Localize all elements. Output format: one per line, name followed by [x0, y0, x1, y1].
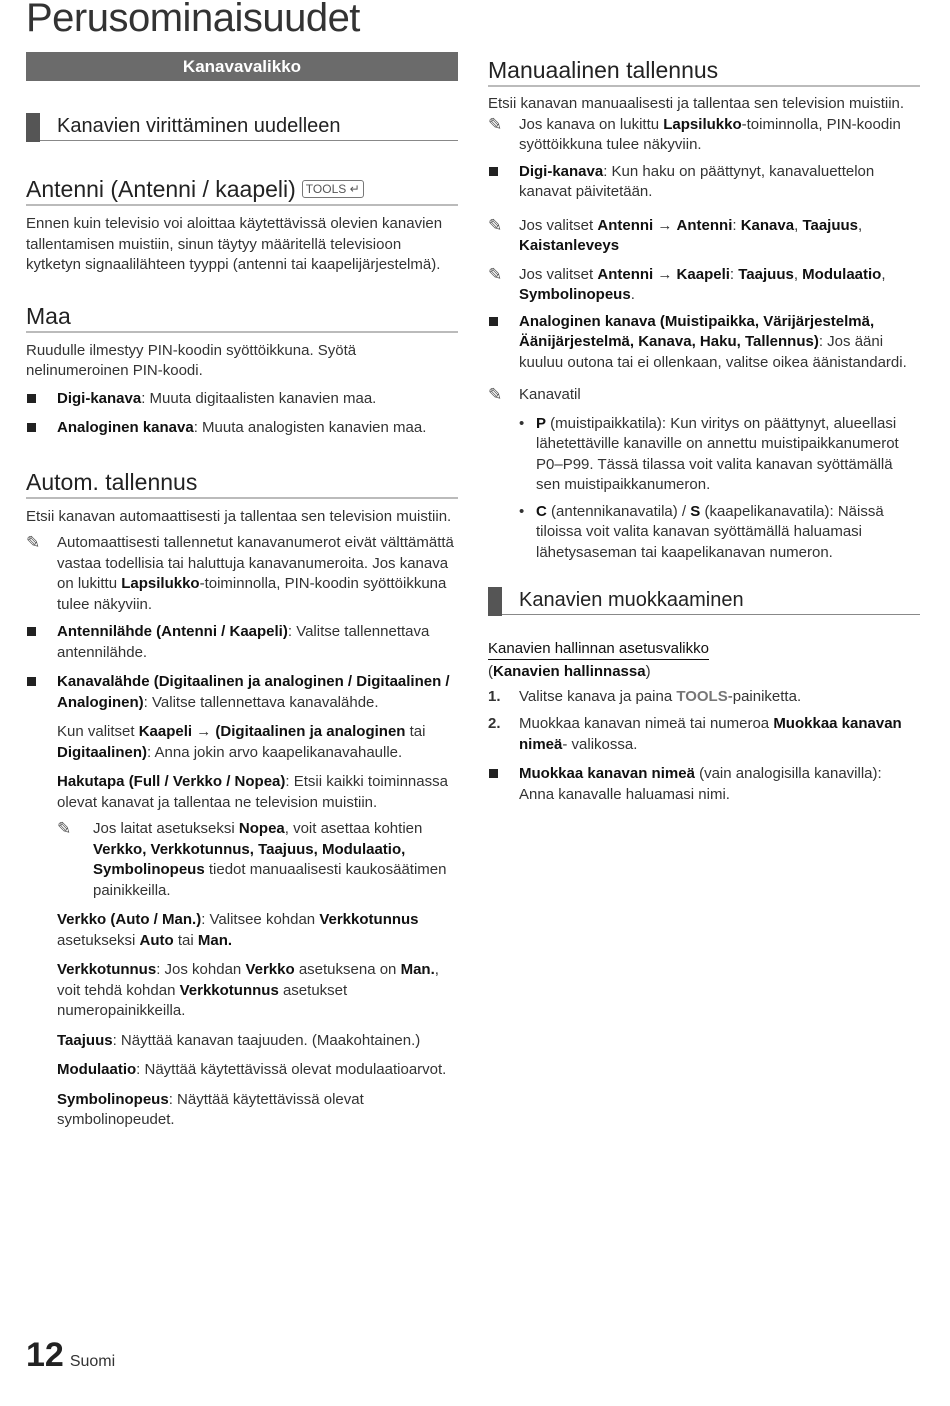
square-bullet-icon — [27, 394, 36, 403]
network-paragraph — [26, 910, 458, 951]
maa-bullet-analog — [26, 418, 458, 439]
bold: Kanava — [740, 216, 795, 234]
manual-bullet-analog — [488, 312, 920, 374]
bullet-label: Muokkaa kanavan nimeä — [519, 765, 695, 782]
antenna-text: Ennen kuin televisio voi aloittaa käytettävissä olevien kanavien tallentamisen muistiin, sinun täytyy määritellä televisioon kytketyn signaalilähteen tyyppi (antenni tai kaapelijärjestelmä). — [26, 215, 443, 273]
mode-item-cs — [488, 502, 920, 564]
left-column — [26, 52, 458, 1131]
page-title: Perusominaisuudet — [26, 0, 360, 40]
autom-heading: Autom. tallennus — [26, 468, 458, 499]
bullet-text: : Muuta analogisten kanavien maa. — [193, 419, 427, 436]
pencil-icon: ✎ — [26, 533, 41, 552]
text: . — [630, 286, 635, 303]
manual-note-channelmode — [488, 385, 920, 406]
edit-subtitle: Kanavien hallinnan asetusvalikko — [488, 639, 709, 660]
bold: Verkkotunnus — [319, 911, 419, 928]
bold: Taajuus — [57, 1031, 113, 1049]
manual-bullet-digi — [488, 162, 920, 203]
pencil-icon: ✎ — [488, 385, 503, 404]
text: Jos laitat asetukseksi — [93, 820, 239, 837]
text: , voit tehdä kohdan — [57, 961, 439, 999]
text: : Anna jokin arvo kaapelikanavahaulle. — [147, 743, 403, 761]
text: (antennikanavatila) / — [546, 502, 691, 520]
bullet-label: Kanavalähde (Digitaalinen ja analoginen / Digitaalinen / Analoginen) — [57, 673, 450, 711]
bold: Auto — [139, 931, 174, 949]
text: : — [732, 216, 741, 234]
bold: Modulaatio — [57, 1061, 137, 1078]
bold: Digitaalinen) — [57, 743, 148, 761]
tools-keyword: TOOLS — [676, 687, 728, 705]
bullet-label: Digi-kanava — [519, 162, 604, 180]
bold: Verkko, Verkkotunnus, Taajuus, Modulaatio, Symbolinopeus — [93, 840, 406, 878]
text: (kaapelikanavatila): Näissä tiloissa voit valita kanavan syöttämällä haluamasi lähetysaseman tai kaapelikanavan numeron. — [536, 502, 884, 561]
bold: Kaistanleveys — [519, 237, 620, 254]
section-bar — [26, 113, 40, 142]
quick-note — [26, 819, 458, 901]
bold: Kaapeli — [676, 265, 730, 283]
text: ( — [488, 663, 493, 680]
text: asetuksena on — [294, 961, 401, 978]
autom-text: Etsii kanavan automaattisesti ja tallentaa sen television muistiin. — [26, 507, 452, 525]
edit-subtitle-wrap — [488, 639, 920, 660]
cable-paragraph — [26, 722, 458, 763]
antenna-heading — [26, 175, 458, 206]
bold: Antenni — [597, 216, 654, 234]
text: (muistipaikkatila): Kun viritys on päättynyt, alueellasi lähetettäville kanaville on annettu muistipaikkanumerot P0–P99. Tässä tilassa voit valita kanavan syöttämällä sen muistipaikkanumeron. — [536, 414, 899, 493]
text: : Näyttää käytettävissä olevat symbolinopeudet. — [57, 1090, 364, 1128]
text: Jos valitset — [519, 216, 598, 234]
edit-bullet-name — [488, 764, 920, 805]
edit-step-1 — [488, 687, 920, 708]
page-footer — [26, 1336, 115, 1375]
text: tiedot manuaalisesti kaukosäätimen painikkeilla. — [93, 861, 447, 899]
section-bar — [488, 587, 502, 616]
page-number: 12 — [26, 1336, 64, 1374]
text: tai — [173, 931, 198, 949]
bullet-text: : Valitse tallennettava antennilähde. — [57, 623, 430, 661]
text: tai — [405, 723, 426, 740]
manual-note-cable — [488, 265, 920, 306]
search-mode-paragraph — [26, 772, 458, 813]
square-bullet-icon — [489, 317, 498, 326]
maa-heading: Maa — [26, 302, 458, 333]
bullet-text: : Muuta digitaalisten kanavien maa. — [141, 389, 377, 407]
antenna-title: Antenni (Antenni / kaapeli) — [26, 176, 296, 202]
step-number: 1. — [488, 687, 501, 705]
note-text: -toiminnolla, PIN-koodin syöttöikkuna tulee näkyviin. — [57, 575, 447, 613]
bold: Verkko — [245, 961, 295, 978]
bold: Kanavien hallinnassa — [493, 663, 646, 680]
bold: Man. — [197, 931, 233, 949]
bullet-text: : Jos ääni kuuluu outona tai ei ollenkaan, valitse oikea äänistandardi. — [519, 333, 907, 371]
bullet-text: : Valitse tallennettava kanavalähde. — [143, 693, 379, 711]
bold: Symbolinopeus — [57, 1090, 169, 1108]
manual-heading: Manuaalinen tallennus — [488, 56, 920, 87]
bold: Hakutapa (Full / Verkko / Nopea) — [57, 773, 286, 790]
tools-badge-label: TOOLS — [305, 181, 347, 196]
bold: Man. — [400, 961, 435, 978]
mode-item-p — [488, 414, 920, 496]
text: Kun valitset — [57, 723, 139, 740]
text: , — [794, 216, 803, 234]
text: asetukset numeropainikkeilla. — [57, 981, 348, 1019]
network-id-paragraph — [26, 960, 458, 1022]
text: , voit asettaa kohtien — [284, 820, 423, 837]
right-column — [488, 52, 920, 805]
text: → — [653, 216, 677, 234]
text: Valitse kanava ja paina — [519, 687, 677, 705]
bold: Antenni — [597, 265, 654, 283]
text: Kanavatil — [519, 386, 581, 403]
bold: Nopea — [238, 820, 285, 837]
bold: Muokkaa kanavan nimeä — [519, 715, 902, 753]
text: Jos valitset — [519, 265, 598, 283]
bold: Taajuus — [738, 265, 794, 283]
symbolrate-paragraph — [26, 1090, 458, 1131]
maa-bullet-digi — [26, 389, 458, 410]
text: , — [881, 265, 886, 283]
edit-section-heading — [488, 587, 920, 615]
bold: Verkkotunnus — [179, 981, 279, 999]
pencil-icon: ✎ — [488, 114, 503, 134]
bold: C — [536, 502, 547, 520]
square-bullet-icon — [27, 677, 36, 686]
bullet-label: Digi-kanava — [57, 389, 142, 407]
square-bullet-icon — [489, 167, 498, 176]
text: Jos kanava on lukittu — [519, 115, 664, 133]
bold: Modulaatio — [802, 265, 882, 283]
section-heading-text: Kanavien virittäminen uudelleen — [57, 115, 341, 137]
bold: (Digitaalinen ja analoginen — [215, 723, 406, 740]
note-bold: Lapsilukko — [121, 575, 200, 592]
text: , — [793, 265, 803, 283]
section-heading — [26, 113, 458, 141]
manual-note-lock — [488, 115, 920, 156]
text: → — [192, 723, 216, 740]
edit-context — [488, 662, 920, 683]
maa-text: Ruudulle ilmestyy PIN-koodin syöttöikkuna. Syötä nelinumeroinen PIN-koodi. — [26, 341, 357, 379]
modulation-paragraph — [26, 1060, 458, 1081]
edit-step-2 — [488, 714, 920, 755]
frequency-paragraph — [26, 1031, 458, 1052]
text: asetukseksi — [57, 931, 140, 949]
bold: Kaapeli — [138, 723, 193, 740]
note-text: Automaattisesti tallennetut kanavanumerot eivät välttämättä vastaa todellisia tai haluttuja kanavanumeroita. Jos kanava on lukittu — [57, 534, 454, 592]
section-heading-text: Kanavien muokkaaminen — [519, 589, 744, 611]
step-number: 2. — [488, 715, 501, 732]
bold: Lapsilukko — [663, 115, 742, 133]
tools-return-icon: ↵ — [346, 181, 360, 196]
bold: Verkko (Auto / Man.) — [57, 911, 202, 928]
autom-bullet-source — [26, 672, 458, 713]
dot-bullet-icon: • — [519, 502, 525, 520]
bold: Taajuus — [802, 216, 859, 234]
bullet-text: (vain analogisilla kanavilla): Anna kanavalle haluamasi nimi. — [519, 765, 882, 803]
bullet-text: : Kun haku on päättynyt, kanavaluettelon kanavat päivitetään. — [519, 162, 875, 200]
text: : Näyttää käytettävissä olevat modulaatioarvot. — [136, 1061, 447, 1078]
text: → — [653, 265, 677, 283]
bold: Symbolinopeus — [519, 286, 631, 303]
text: : Valitsee kohdan — [201, 911, 320, 928]
bold: P — [536, 414, 547, 432]
bold: Antenni — [676, 216, 733, 234]
bullet-label: Analoginen kanava (Muistipaikka, Värijärjestelmä, Äänijärjestelmä, Kanava, Haku, Tallennus) — [519, 312, 875, 350]
bold: S — [690, 502, 701, 520]
language-label: Suomi — [69, 1353, 116, 1370]
pencil-icon: ✎ — [488, 215, 503, 235]
bold: Verkkotunnus — [57, 961, 157, 978]
square-bullet-icon — [489, 769, 498, 778]
text: Muokkaa kanavan nimeä tai numeroa — [519, 715, 774, 732]
square-bullet-icon — [27, 423, 36, 432]
manual-note-antenna — [488, 216, 920, 257]
manual-text: Etsii kanavan manuaalisesti ja tallentaa sen television muistiin. — [488, 95, 905, 112]
text: , — [858, 216, 863, 234]
pencil-icon: ✎ — [488, 264, 503, 284]
text: : — [729, 265, 739, 283]
text: ) — [645, 663, 651, 680]
text: -painiketta. — [727, 687, 802, 705]
text: : Jos kohdan — [156, 961, 246, 978]
dot-bullet-icon: • — [519, 414, 525, 432]
pencil-icon: ✎ — [57, 819, 72, 838]
bullet-label: Analoginen kanava — [57, 419, 194, 436]
menu-banner: Kanavavalikko — [26, 52, 458, 81]
autom-note — [26, 533, 458, 615]
text: : Näyttää kanavan taajuuden. (Maakohtainen.) — [112, 1031, 421, 1049]
text: -toiminnolla, PIN-koodin syöttöikkuna tulee näkyviin. — [519, 115, 901, 153]
text: : Etsii kaikki toiminnassa olevat kanavat ja tallentaa ne television muistiin. — [57, 773, 448, 811]
square-bullet-icon — [27, 627, 36, 636]
bullet-label: Antennilähde (Antenni / Kaapeli) — [57, 623, 288, 640]
text: - valikossa. — [562, 735, 638, 753]
tools-badge — [302, 180, 364, 198]
autom-bullet-antenna — [26, 622, 458, 663]
